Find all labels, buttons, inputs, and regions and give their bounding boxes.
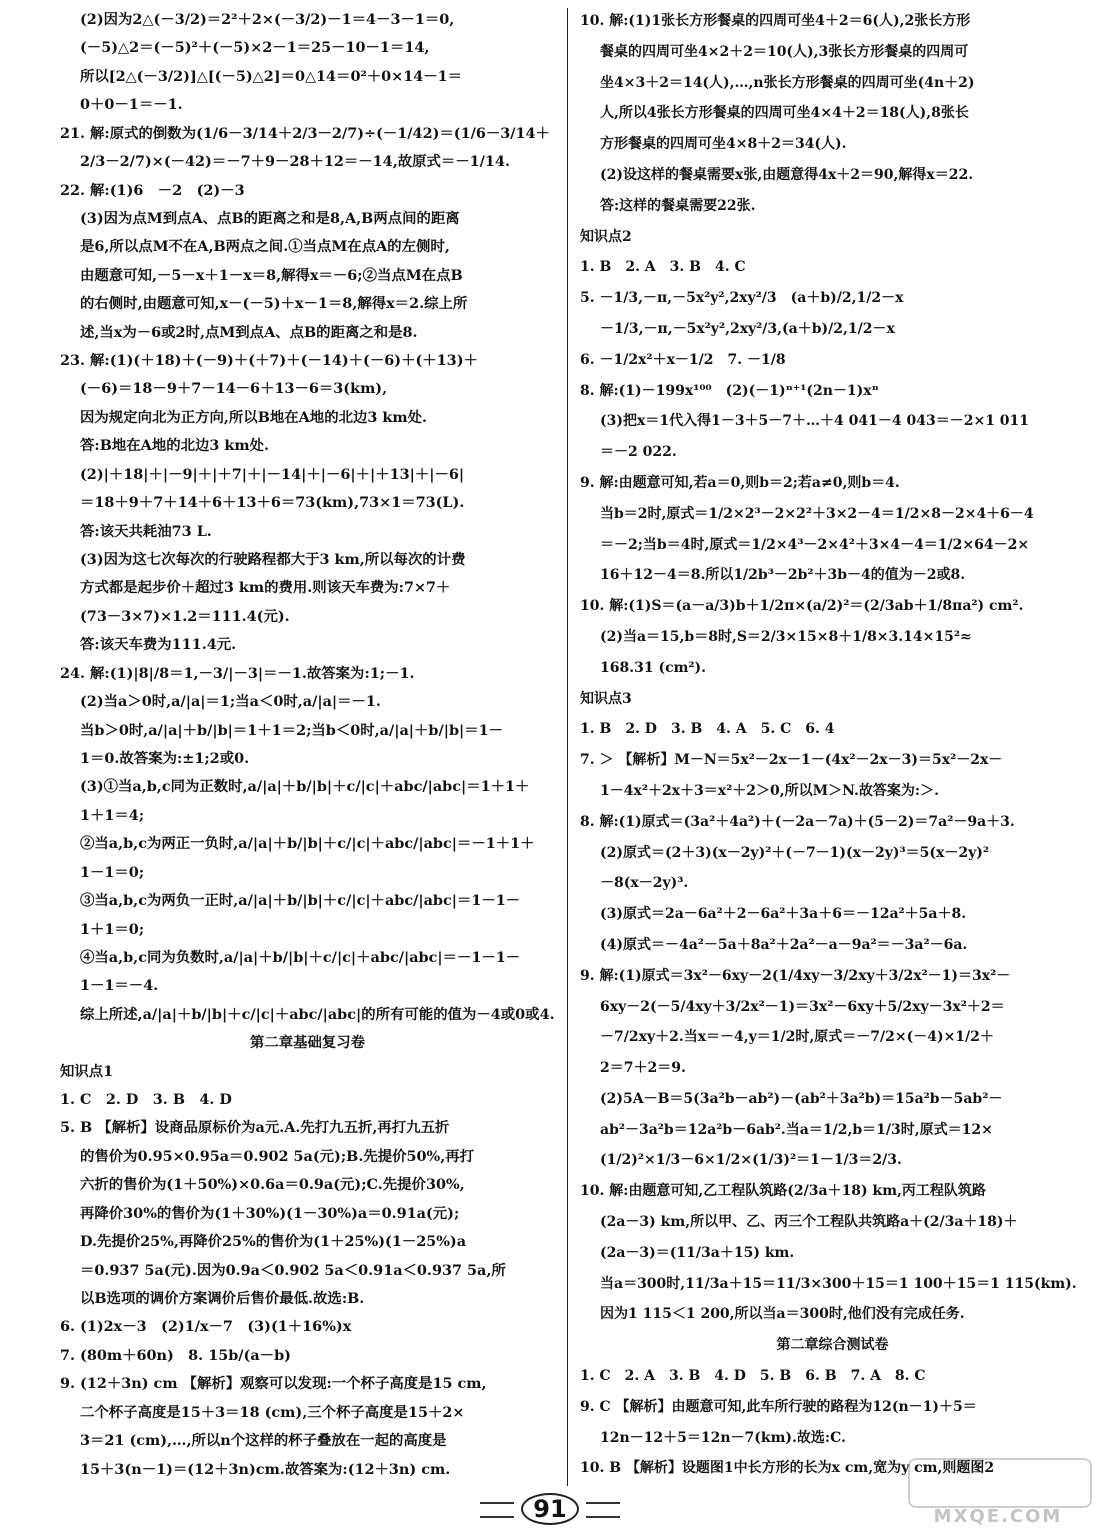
answer-line: 7. ＞ 【解析】M－N＝5x²－2x－1－(4x²－2x－3)＝5x²－2x－ <box>580 752 1003 769</box>
answer-line: (2)5A－B＝5(3a²b－ab²)－(ab²＋3a²b)＝15a²b－5ab²－ <box>600 1090 1003 1107</box>
answer-line: ②当a,b,c为两正一负时,a/|a|＋b/|b|＋c/|c|＋abc/|abc|＝－1＋1＋ <box>80 835 535 853</box>
answer-line: 因为规定向北为正方向,所以B地在A地的北边3 km处. <box>80 408 427 426</box>
answer-line: 168.31 (cm²). <box>600 659 707 676</box>
answer-line: －8(x－2y)³. <box>600 875 689 892</box>
answer-line: (3)原式＝2a－6a²＋2－6a²＋3a＋6＝－12a²＋5a＋8. <box>600 906 967 923</box>
answer-line: 10. 解:(1)S＝(a－a/3)b＋1/2π×(a/2)²＝(2/3ab＋1/8πa²) cm². <box>580 598 1024 615</box>
answer-line: 因为1 115＜1 200,所以当a＝300时,他们没有完成任务. <box>600 1306 965 1323</box>
answer-line: 24. 解:(1)|8|/8＝1,－3/|－3|＝－1.故答案为:1;－1. <box>60 664 415 682</box>
knowledge-point-heading: 知识点3 <box>580 690 632 707</box>
answer-line: 的右侧时,由题意可知,x－(－5)＋x－1＝8,解得x＝2.综上所 <box>80 295 468 313</box>
answer-line: 9. 解:(1)原式＝3x²－6xy－2(1/4xy－3/2xy＋3/2x²－1)＝3x²－ <box>580 967 1011 984</box>
answer-line: 六折的售价为(1＋50%)×0.6a＝0.9a(元);C.先提价30%, <box>80 1176 465 1194</box>
answer-line: 22. 解:(1)6 －2 (2)－3 <box>60 181 245 199</box>
answer-line: ＝－2;当b＝4时,原式＝1/2×4³－2×4²＋3×4－4＝1/2×64－2× <box>600 536 1030 553</box>
answer-line: (3)①当a,b,c同为正数时,a/|a|＋b/|b|＋c/|c|＋abc/|abc|＝1＋1＋ <box>80 778 530 796</box>
answer-line: 0＋0－1＝－1. <box>80 96 183 114</box>
answer-line: 8. 解:(1)－199x¹⁰⁰ (2)(－1)ⁿ⁺¹(2n－1)xⁿ <box>580 382 879 399</box>
answer-line: 二个杯子高度是15＋3＝18 (cm),三个杯子高度是15＋2× <box>80 1403 465 1421</box>
answer-line: ＝－2 022. <box>600 444 677 461</box>
footer-ornament-left <box>480 1502 514 1518</box>
answer-line: 餐桌的四周可坐4×2＋2＝10(人),3张长方形餐桌的四周可 <box>600 43 969 60</box>
answer-line: 答:该天共耗油73 L. <box>80 522 212 540</box>
answer-line: －1/3,－π,－5x²y²,2xy²/3,(a＋b)/2,1/2－x <box>600 320 895 337</box>
answer-line: －7/2xy＋2.当x＝－4,y＝1/2时,原式＝－7/2×(－4)×1/2＋ <box>600 1029 994 1046</box>
answer-line: (2)原式＝(2＋3)(x－2y)²＋(－7－1)(x－2y)³＝5(x－2y)² <box>600 844 989 861</box>
answer-line: (2)当a＞0时,a/|a|＝1;当a＜0时,a/|a|＝－1. <box>80 693 381 711</box>
answer-line: 2＝7＋2＝9. <box>600 1060 686 1077</box>
answer-line: D.先提价25%,再降价25%的售价为(1＋25%)(1－25%)a <box>80 1233 467 1251</box>
answer-line: (3)因为点M到点A、点B的距离之和是8,A,B两点间的距离 <box>80 209 460 227</box>
answer-line: (2a－3)＝(11/3a＋15) km. <box>600 1244 795 1261</box>
watermark-text: MXQE.COM <box>933 1506 1063 1527</box>
answer-line: (2)设这样的餐桌需要x张,由题意得4x＋2＝90,解得x＝22. <box>600 166 974 183</box>
answer-line: (1/2)²×1/3－6×1/2×(1/3)²＝1－1/3＝2/3. <box>600 1152 902 1169</box>
answer-line: 12n－12＋5＝12n－7(km).故选:C. <box>600 1429 846 1446</box>
answer-line: 2/3－2/7)×(－42)＝－7＋9－28＋12＝－14,故原式＝－1/14. <box>80 153 510 171</box>
right-column <box>580 6 1085 1484</box>
answer-line: 的售价为0.95×0.95a＝0.902 5a(元);B.先提价50%,再打 <box>80 1147 475 1165</box>
section-title: 第二章基础复习卷 <box>249 1034 366 1052</box>
watermark <box>908 1458 1088 1528</box>
answer-line: 1. B 2. D 3. B 4. A 5. C 6. 4 <box>580 721 835 738</box>
answer-line: 10. 解:由题意可知,乙工程队筑路(2/3a＋18) km,丙工程队筑路 <box>580 1183 986 1200</box>
answer-line: 9. (12＋3n) cm 【解析】观察可以发现:一个杯子高度是15 cm, <box>60 1375 487 1393</box>
answer-line: (－6)＝18－9＋7－14－6＋13－6＝3(km), <box>80 380 388 398</box>
knowledge-point-heading: 知识点1 <box>60 1062 114 1080</box>
answer-line: 1＋1＝0; <box>80 920 145 938</box>
answer-line: 以B选项的调价方案调价后售价最低.故选:B. <box>80 1289 365 1307</box>
footer-ornament-right <box>586 1502 620 1518</box>
answer-line: 16＋12－4＝8.所以1/2b³－2b²＋3b－4的值为－2或8. <box>600 567 966 584</box>
answer-line: 答:B地在A地的北边3 km处. <box>80 437 269 455</box>
answer-line: (2)当a＝15,b＝8时,S＝2/3×15×8＋1/8×3.14×15²≈ <box>600 628 972 645</box>
answer-line: (3)因为这七次每次的行驶路程都大于3 km,所以每次的计费 <box>80 551 466 569</box>
column-divider <box>567 8 568 1486</box>
answer-line: 9. 解:由题意可知,若a＝0,则b＝2;若a≠0,则b＝4. <box>580 474 900 491</box>
answer-line: 1. C 2. D 3. B 4. D <box>60 1091 232 1109</box>
answer-line: 坐4×3＋2＝14(人),…,n张长方形餐桌的四周可坐(4n＋2) <box>600 74 975 91</box>
answer-line: 人,所以4张长方形餐桌的四周可坐4×4＋2＝18(人),8张长 <box>600 105 969 122</box>
answer-line: ＝0.937 5a(元).因为0.9a＜0.902 5a＜0.91a＜0.937 5a,所 <box>80 1261 506 1279</box>
answer-line: 6. －1/2x²＋x－1/2 7. －1/8 <box>580 351 786 368</box>
answer-line: 21. 解:原式的倒数为(1/6－3/14＋2/3－2/7)÷(－1/42)＝(1/6－3/14＋ <box>60 124 550 142</box>
answer-line: 6xy－2(－5/4xy＋3/2x²－1)＝3x²－6xy＋5/2xy－3x²＋2＝ <box>600 998 1005 1015</box>
answer-line: ＝18＋9＋7＋14＋6＋13＋6＝73(km),73×1＝73(L). <box>80 494 465 512</box>
answer-line: ③当a,b,c为两负一正时,a/|a|＋b/|b|＋c/|c|＋abc/|abc|＝1－1－ <box>80 892 521 910</box>
answer-line: 1. B 2. A 3. B 4. C <box>580 259 746 276</box>
answer-line: (73－3×7)×1.2＝111.4(元). <box>80 607 290 625</box>
answer-line: 方式都是起步价＋超过3 km的费用.则该天车费为:7×7＋ <box>80 579 451 597</box>
answer-line: 23. 解:(1)(＋18)＋(－9)＋(＋7)＋(－14)＋(－6)＋(＋13)＋ <box>60 352 478 370</box>
answer-line: (2a－3) km,所以甲、乙、丙三个工程队共筑路a＋(2/3a＋18)＋ <box>600 1214 1018 1231</box>
answer-line: (2)因为2△(－3/2)＝2²＋2×(－3/2)－1＝4－3－1＝0, <box>80 11 455 28</box>
answer-line: (－5)△2＝(－5)²＋(－5)×2－1＝25－10－1＝14, <box>80 39 430 57</box>
page-number: 91 <box>521 1493 578 1525</box>
page-number-footer <box>510 1492 590 1526</box>
answer-line: (4)原式＝－4a²－5a＋8a²＋2a²－a－9a²＝－3a²－6a. <box>600 936 968 953</box>
answer-line: 是6,所以点M不在A,B两点之间.①当点M在点A的左侧时, <box>80 238 450 256</box>
answer-line: 1. C 2. A 3. B 4. D 5. B 6. B 7. A 8. C <box>580 1368 926 1385</box>
answer-line: 10. B 【解析】设题图1中长方形的长为x cm,宽为y cm,则题图2 <box>580 1460 995 1477</box>
answer-line: 1－1＝0; <box>80 863 145 881</box>
answer-line: 述,当x为－6或2时,点M到点A、点B的距离之和是8. <box>80 323 418 341</box>
answer-line: 5. B 【解析】设商品原标价为a元.A.先打九五折,再打九五折 <box>60 1119 450 1137</box>
answer-line: 当b＝2时,原式＝1/2×2³－2×2²＋3×2－4＝1/2×8－2×4＋6－4 <box>600 505 1034 522</box>
answer-line: 综上所述,a/|a|＋b/|b|＋c/|c|＋abc/|abc|的所有可能的值为－4或0或4. <box>80 1005 555 1023</box>
answer-line: 1＝0.故答案为:±1;2或0. <box>80 749 250 767</box>
answer-line: 再降价30%的售价为(1＋30%)(1－30%)a＝0.91a(元); <box>80 1204 460 1222</box>
answer-line: 6. (1)2x－3 (2)1/x－7 (3)(1＋16%)x <box>60 1318 352 1336</box>
answer-line: ab²－3a²b＝12a²b－6ab².当a＝1/2,b＝1/3时,原式＝12× <box>600 1121 993 1138</box>
answer-line: 所以[2△(－3/2)]△[(－5)△2]＝0△14＝0²＋0×14－1＝ <box>80 67 463 85</box>
answer-line: 由题意可知,－5－x＋1－x＝8,解得x＝－6;②当点M在点B <box>80 266 463 284</box>
answer-line: 8. 解:(1)原式＝(3a²＋4a²)＋(－2a－7a)＋(5－2)＝7a²－9a＋3. <box>580 813 1015 830</box>
answer-line: 答:这样的餐桌需要22张. <box>600 197 756 214</box>
answer-line: 当a＝300时,11/3a＋15＝11/3×300＋15＝1 100＋15＝1 115(km). <box>600 1275 1077 1292</box>
answer-line: 7. (80m＋60n) 8. 15b/(a－b) <box>60 1346 291 1364</box>
answer-line: 当b＞0时,a/|a|＋b/|b|＝1＋1＝2;当b＜0时,a/|a|＋b/|b|＝1－ <box>80 721 504 739</box>
answer-line: 15＋3(n－1)＝(12＋3n)cm.故答案为:(12＋3n) cm. <box>80 1460 451 1478</box>
answer-line: 3＝21 (cm),…,所以n个这样的杯子叠放在一起的高度是 <box>80 1432 447 1450</box>
answer-line: 10. 解:(1)1张长方形餐桌的四周可坐4＋2＝6(人),2张长方形 <box>580 13 971 29</box>
answer-line: 1＋1＝4; <box>80 806 145 824</box>
section-title: 第二章综合测试卷 <box>776 1337 889 1354</box>
answer-line: 1－1＝－4. <box>80 977 159 995</box>
answer-line: ④当a,b,c同为负数时,a/|a|＋b/|b|＋c/|c|＋abc/|abc|＝－1－1－ <box>80 948 521 966</box>
answer-line: (2)|＋18|＋|－9|＋|＋7|＋|－14|＋|－6|＋|＋13|＋|－6| <box>80 465 465 483</box>
knowledge-point-heading: 知识点2 <box>580 228 632 245</box>
answer-line: 方形餐桌的四周可坐4×8＋2＝34(人). <box>600 136 847 153</box>
answer-line: 9. C 【解析】由题意可知,此车所行驶的路程为12(n－1)＋5＝ <box>580 1398 977 1415</box>
answer-line: 1－4x²＋2x＋3＝x²＋2＞0,所以M＞N.故答案为:＞. <box>600 782 939 799</box>
answer-line: 答:该天车费为111.4元. <box>80 636 237 654</box>
left-column <box>60 6 555 1484</box>
watermark-seal-icon <box>908 1458 1092 1508</box>
answer-line: 5. －1/3,－π,－5x²y²,2xy²/3 (a＋b)/2,1/2－x <box>580 290 904 307</box>
answer-line: (3)把x＝1代入得1－3＋5－7＋…＋4 041－4 043＝－2×1 011 <box>600 413 1030 430</box>
